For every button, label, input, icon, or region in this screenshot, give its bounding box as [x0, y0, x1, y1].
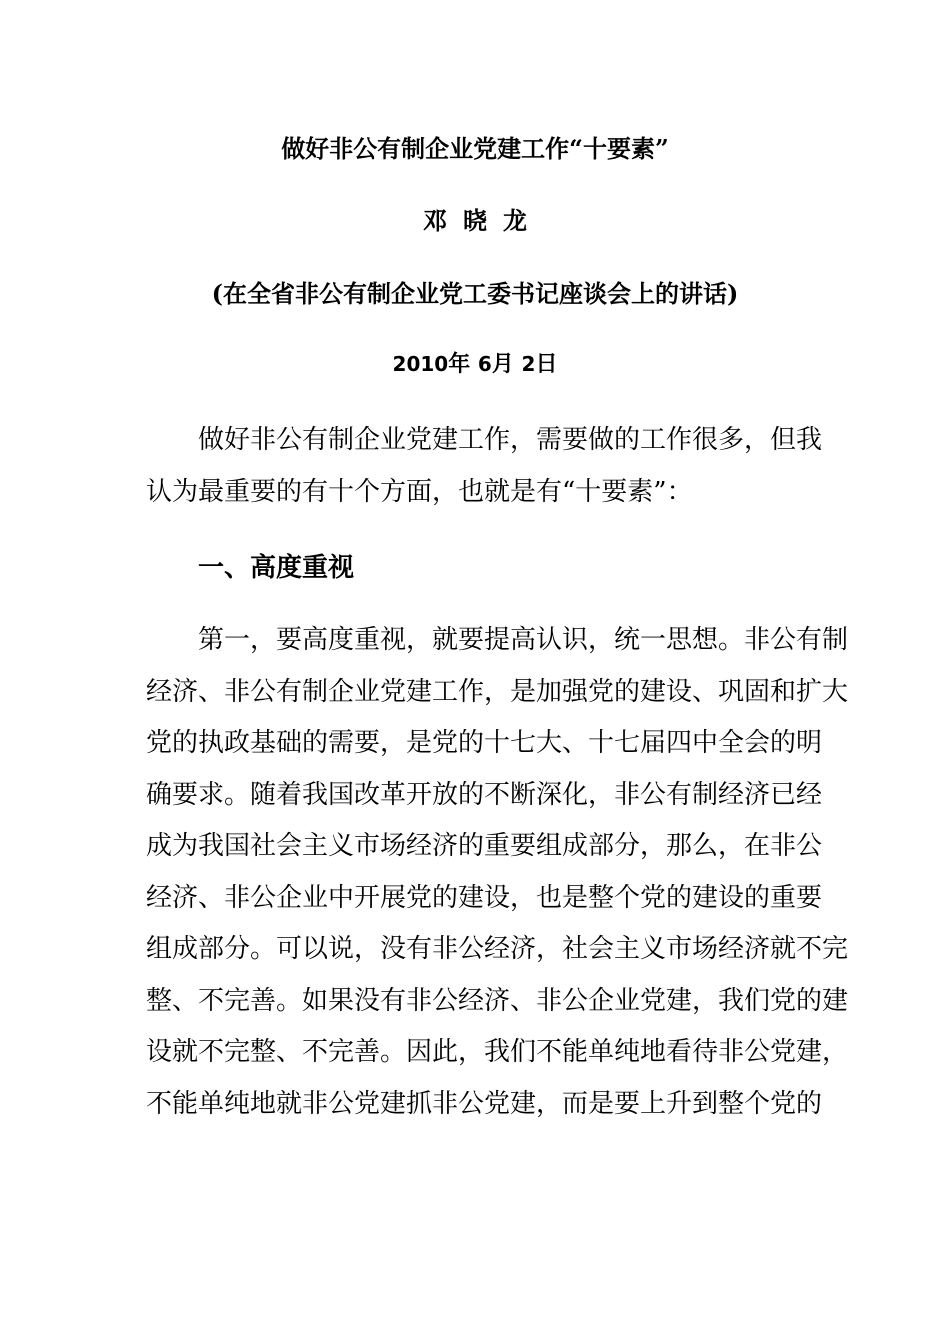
date-month-unit: 月 [491, 351, 514, 377]
body-line: 第一，要高度重视，就要提高认识，统一思想。非公有制 [198, 625, 849, 655]
speech-occasion: (在全省非公有制企业党工委书记座谈会上的讲话) [211, 279, 739, 308]
body-line: 经济、非公企业中开展党的建设，也是整个党的建设的重要 [146, 883, 823, 913]
speech-date [0, 348, 950, 380]
date-day: 2 [521, 352, 536, 376]
author-name: 邓晓龙 [423, 206, 543, 235]
body-line: 设就不完整、不完善。因此，我们不能单纯地看待非公党建， [146, 1037, 849, 1067]
date-year: 2010 [392, 352, 449, 376]
section-heading: 一、高度重视 [198, 553, 355, 583]
date-month: 6 [477, 352, 492, 376]
body-line: 整、不完善。如果没有非公经济、非公企业党建，我们党的建 [146, 986, 849, 1016]
document-title: 做好非公有制企业党建工作“十要素” [281, 134, 669, 163]
intro-line: 认为最重要的有十个方面，也就是有“十要素”： [146, 477, 693, 507]
date-year-unit: 年 [448, 351, 471, 377]
body-line: 经济、非公有制企业党建工作，是加强党的建设、巩固和扩大 [146, 677, 849, 707]
body-line: 确要求。随着我国改革开放的不断深化，非公有制经济已经 [146, 780, 823, 810]
body-line: 党的执政基础的需要，是党的十七大、十七届四中全会的明 [146, 728, 823, 758]
date-day-unit: 日 [535, 351, 558, 377]
intro-line: 做好非公有制企业党建工作，需要做的工作很多，但我 [198, 425, 823, 455]
body-line: 成为我国社会主义市场经济的重要组成部分，那么，在非公 [146, 831, 823, 861]
body-line: 不能单纯地就非公党建抓非公党建，而是要上升到整个党的 [146, 1089, 823, 1119]
body-line: 组成部分。可以说，没有非公经济，社会主义市场经济就不完 [146, 934, 849, 964]
